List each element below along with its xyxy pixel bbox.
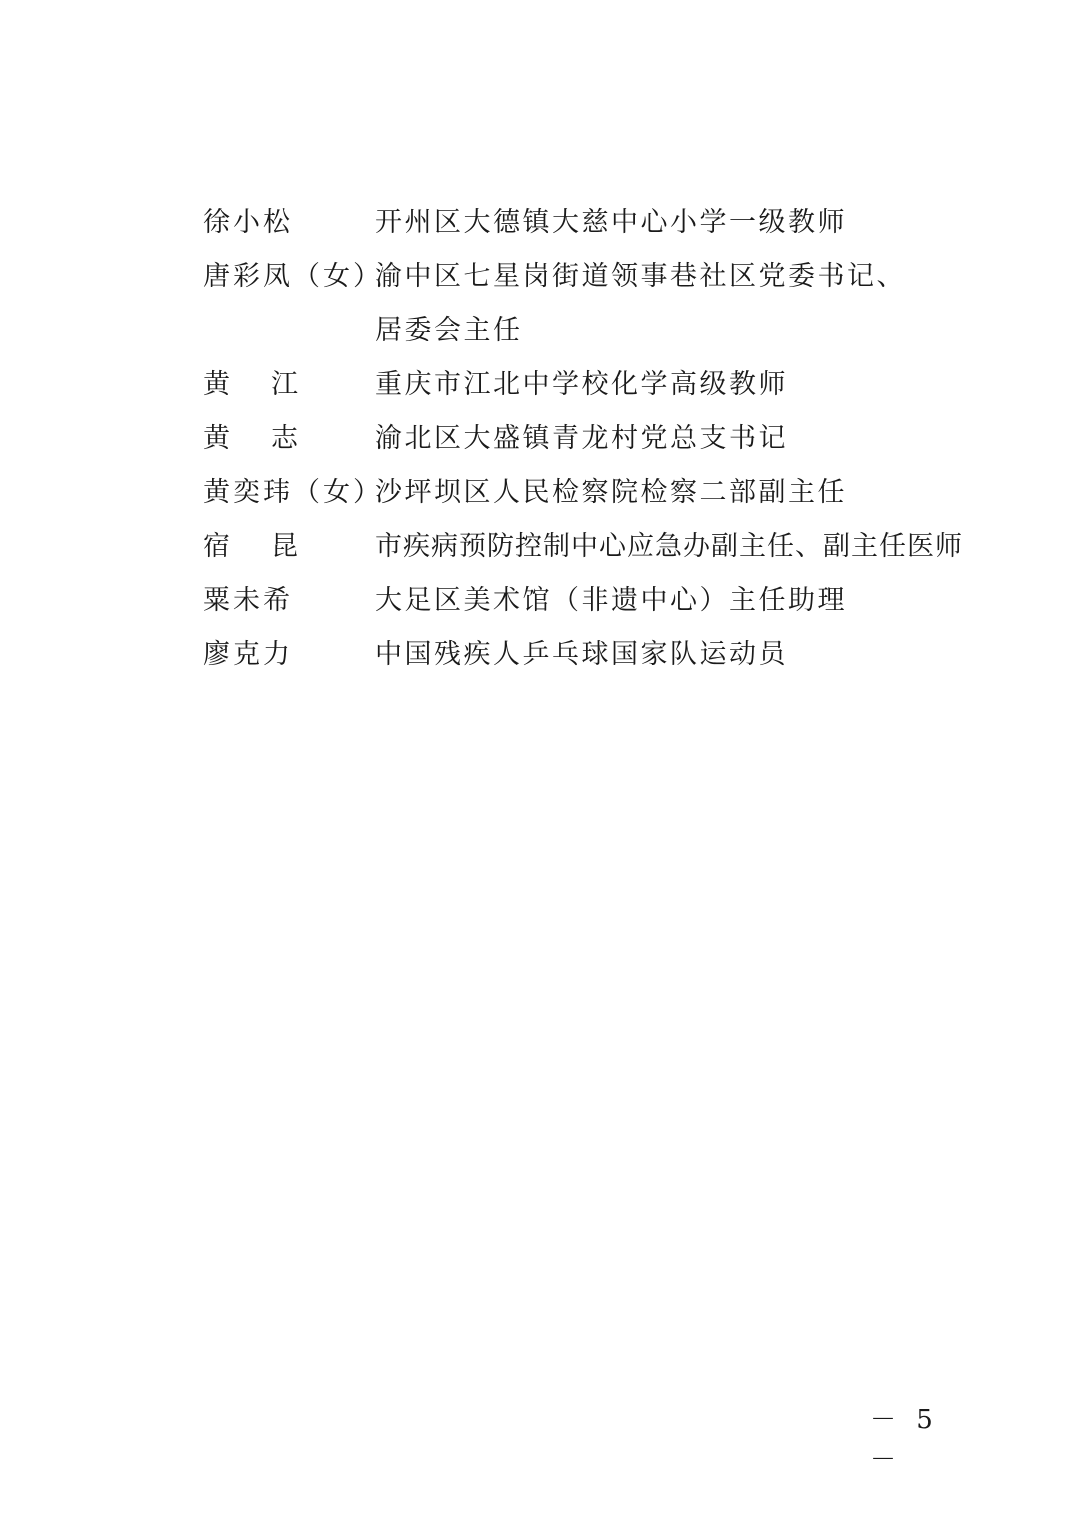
name-char: 黄 (203, 369, 230, 400)
list-item (203, 466, 963, 520)
person-title (375, 574, 963, 628)
name-char: 志 (271, 423, 298, 454)
page-number: － 5 － (870, 1405, 939, 1475)
person-title (375, 412, 963, 466)
person-name (203, 412, 375, 466)
name-char: 昆 (271, 531, 298, 562)
title-line: 渝北区大盛镇青龙村党总支书记 (375, 423, 788, 454)
title-line: 中国残疾人乒乓球国家队运动员 (375, 639, 788, 670)
list-item (203, 196, 963, 250)
person-name: 唐彩凤（女） (203, 261, 383, 292)
honoree-list (203, 196, 963, 682)
list-item (203, 250, 963, 358)
person-name: 徐小松 (203, 207, 293, 238)
list-item (203, 574, 963, 628)
title-line: 沙坪坝区人民检察院检察二部副主任 (375, 477, 847, 508)
list-item (203, 628, 963, 682)
person-title (375, 250, 963, 358)
list-item (203, 520, 963, 574)
name-char: 江 (271, 369, 298, 400)
person-name (203, 520, 375, 574)
title-line: 市疾病预防控制中心应急办副主任、副主任医师 (375, 531, 963, 562)
list-item (203, 412, 963, 466)
person-title (375, 520, 963, 574)
person-name: 黄奕玮（女） (203, 477, 383, 508)
title-line: 开州区大德镇大慈中心小学一级教师 (375, 207, 847, 238)
person-title (375, 628, 963, 682)
person-name (203, 358, 375, 412)
person-title (375, 466, 963, 520)
title-line: 渝中区七星岗街道领事巷社区党委书记、 (375, 261, 906, 292)
name-char: 黄 (203, 423, 230, 454)
name-char: 宿 (203, 531, 230, 562)
title-line: 居委会主任 (375, 315, 523, 346)
title-line: 大足区美术馆（非遗中心）主任助理 (375, 585, 847, 616)
title-line: 重庆市江北中学校化学高级教师 (375, 369, 788, 400)
person-name: 廖克力 (203, 639, 293, 670)
person-name: 粟未希 (203, 585, 293, 616)
person-title (375, 358, 963, 412)
list-item (203, 358, 963, 412)
person-title (375, 196, 963, 250)
